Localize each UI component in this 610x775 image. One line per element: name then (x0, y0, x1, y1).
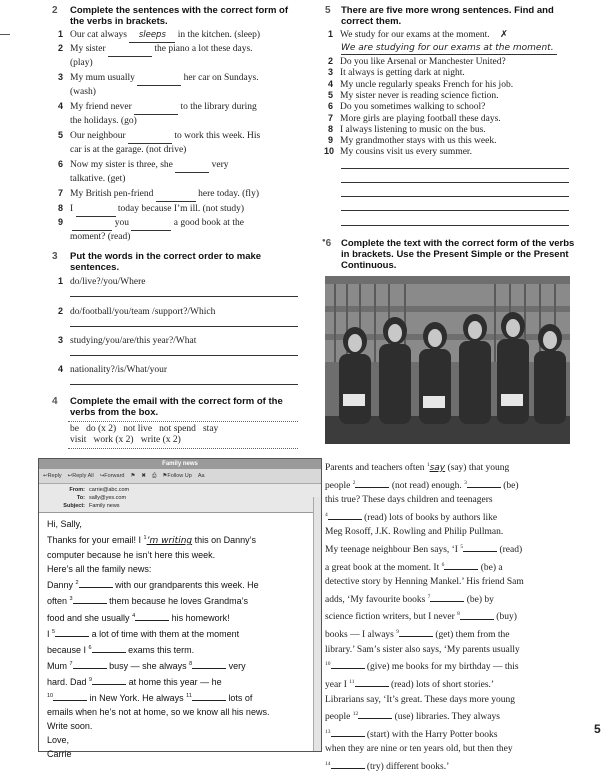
email-toolbar (39, 469, 321, 484)
email-gap-5[interactable] (55, 627, 89, 637)
ex4-title: Complete the email with the correct form of the verbs from the box. (70, 396, 283, 418)
ex2-answer-5[interactable] (128, 130, 172, 144)
ex5-item-8: 8 I always listening to music on the bus. (328, 123, 486, 135)
subject-value: Family news (89, 503, 120, 509)
email-gap-6[interactable] (92, 643, 126, 653)
ex6-gap-12[interactable] (358, 709, 392, 719)
email-window (38, 458, 322, 760)
ex2-answer-1[interactable]: sleeps (129, 29, 175, 43)
email-gap-9[interactable] (92, 675, 126, 685)
ex2-answer-4[interactable] (134, 101, 178, 115)
ex6-gap-11[interactable] (355, 677, 389, 687)
ex6-gap-6[interactable] (444, 560, 478, 570)
ex4-number: 4 (52, 396, 58, 407)
ex6-text: Parents and teachers often $^1$say (say) that young people $^2$ (not read) enough. $^3$ (be) this true? These days children and teenagers $^4$ (read) lots of books by authors like Meg Rosoff, J.K. Rowling and Philip Pullman. My teenage neighbour Ben says, ‘I $^5$ (read) a great book at the moment. It $^6$ (be) a detective story by Henning Mankel.’ His friend Sam adds, ‘My favourite books $^7$ (be) by science fiction writers, but I never $^8$ (buy) books — I always $^9$ (get) them from the library.’ Sam’s sister also says, ‘My parents usually $^{10}$ (give) me books for my birthday — this year I $^{11}$ (read) lots of short stories.’ Librarians say, ‘It’s great. These days more young people $^{12}$ (use) libraries. They always $^{13}$ (start) with the Harry Potter books when they are nine or ten years old, but then they $^{14}$ (try) different books.’ (325, 462, 524, 773)
ex3-item-2: 2 do/football/you/team /support?/Which (58, 306, 216, 317)
ex2-title: Complete the sentences with the correct form of the verbs in brackets. (70, 5, 289, 27)
ex5-item-2: 2 Do you like Arsenal or Manchester United? (328, 56, 506, 67)
email-answer-1[interactable]: ’m writing (146, 536, 193, 547)
ex2-item-6: 6 Now my sister is three, she very talkative. (get) (58, 159, 229, 184)
word-box-top (68, 421, 298, 422)
ex2-item-2: 2 My sister the piano a lot these days. (play) (58, 43, 253, 68)
email-gap-8[interactable] (192, 659, 226, 669)
ex6-gap-8[interactable] (460, 610, 494, 620)
ex5-answer-line-3[interactable] (341, 196, 569, 197)
ex3-answer-line-3[interactable] (70, 355, 298, 356)
ex2-answer-8[interactable] (76, 203, 116, 217)
email-body: Hi, Sally, Thanks for your email! I $^1$’m writing this on Danny’s computer because he isn’t here this week. Here’s all the family news: Danny $^2$ with our grandparents this week. He often $^3$ them because he loves Grandma’s food and she usually $^4$ his homework! I $^5$ a lot of time with them at the moment because I $^6$ exams this term. Mum $^7$ busy — she always $^8$ very hard. Dad $^9$ at home this year — he $^{10}$ in New York. He always $^{11}$ lots of emails when he’s not at home, so we know all his news. Write soon. Love, Carrie (47, 519, 270, 760)
ex2-answer-6[interactable] (175, 159, 209, 173)
ex5-answer-line-4[interactable] (341, 210, 569, 211)
ex2-answer-9a[interactable] (72, 217, 112, 231)
email-gap-4[interactable] (135, 611, 169, 621)
ex6-number: ●6 (322, 238, 332, 249)
forward-button[interactable]: ↪Forward (99, 473, 125, 479)
ex2-item-3: 3 My mum usually her car on Sundays. (wash) (58, 72, 259, 97)
email-scrollbar[interactable] (313, 497, 321, 751)
ex6-gap-13[interactable] (331, 727, 365, 737)
ex3-item-1: 1 do/live?/you/Where (58, 276, 146, 287)
ex5-answer-line-2[interactable] (341, 182, 569, 183)
ex2-answer-7[interactable] (156, 188, 196, 202)
ex6-gap-4[interactable] (328, 510, 362, 520)
ex2-number: 2 (52, 5, 58, 16)
ex3-answer-line-1[interactable] (70, 296, 298, 297)
email-gap-10[interactable] (53, 691, 87, 701)
ex3-answer-line-4[interactable] (70, 384, 298, 385)
ex3-number: 3 (52, 251, 58, 262)
ex6-answer-1[interactable]: say (429, 463, 446, 474)
ex6-gap-3[interactable] (467, 478, 501, 488)
ex2-item-9: 9 you a good book at the moment? (read) (58, 217, 244, 242)
ex5-answer-line-1[interactable] (341, 168, 569, 169)
ex6-gap-9[interactable] (399, 627, 433, 637)
email-gap-2[interactable] (79, 578, 113, 588)
ex5-answer-line-5[interactable] (341, 225, 569, 226)
page-number: 5 (594, 722, 601, 736)
email-window-title: Family news (39, 459, 321, 469)
ex2-item-8: 8 I today because I’m ill. (not study) (58, 202, 244, 217)
ex5-item-7: 7 More girls are playing football these days. (328, 112, 501, 124)
reply-all-button[interactable]: ↩Reply All (67, 473, 94, 479)
ex6-gap-10[interactable] (331, 659, 365, 669)
email-gap-3[interactable] (73, 594, 107, 604)
to-value: sally@yes.com (89, 495, 127, 501)
email-gap-7[interactable] (73, 659, 107, 669)
delete-icon[interactable]: ✖ (141, 473, 147, 479)
ex6-gap-14[interactable] (331, 759, 365, 769)
ex2-answer-2[interactable] (108, 43, 152, 57)
word-box-bottom (68, 448, 298, 449)
ex5-item-10: 10 My cousins visit us every summer. (324, 146, 472, 158)
word-box-line-2: visit work (x 2) write (x 2) (70, 435, 181, 445)
ex6-gap-5[interactable] (463, 542, 497, 552)
email-header: From: carrie@abc.com To: sally@yes.com Subject: Family news (39, 484, 321, 513)
reply-button[interactable]: ↩Reply (43, 473, 62, 479)
print-icon[interactable]: ⎙ (152, 472, 157, 479)
ex5-example-answer: We are studying for our exams at the moment. (341, 42, 557, 55)
ex3-title: Put the words in the correct order to make sentences. (70, 251, 262, 273)
students-photo (325, 276, 570, 444)
word-box-line-1: be do (x 2) not live not spend stay (70, 424, 219, 434)
ex2-item-5: 5 Our neighbour to work this week. His car is at the garage. (not drive) (58, 130, 261, 155)
ex2-answer-9b[interactable] (131, 217, 171, 231)
ex2-item-1: 1 Our cat always sleeps in the kitchen. (sleep) (58, 28, 260, 43)
font-button[interactable]: Aa (197, 473, 205, 479)
ex6-gap-7[interactable] (430, 592, 464, 602)
ex5-item-3: 3 It always is getting dark at night. (328, 67, 465, 79)
ex6-gap-2[interactable] (355, 478, 389, 488)
ex2-item-7: 7 My British pen-friend here today. (fly) (58, 187, 259, 202)
ex2-item-4: 4 My friend never to the library during the holidays. (go) (58, 101, 257, 126)
ex6-title: Complete the text with the correct form of the verbs in brackets. Use the Present Simple or the Present Continuous. (341, 238, 575, 271)
ex3-answer-line-2[interactable] (70, 326, 298, 327)
email-gap-11[interactable] (192, 691, 226, 701)
ex3-item-4: 4 nationality?/is/What/your (58, 364, 168, 375)
margin-mark (0, 34, 10, 35)
ex5-item-5: 5 My sister never is reading science fiction. (328, 89, 499, 101)
ex5-number: 5 (325, 5, 331, 16)
ex5-title: There are five more wrong sentences. Find and correct them. (341, 5, 554, 27)
ex3-item-3: 3 studying/you/are/this year?/What (58, 335, 197, 346)
cross-mark: ✗ (500, 29, 508, 40)
ex2-answer-3[interactable] (137, 72, 181, 86)
ex5-item-6: 6 Do you sometimes walking to school? (328, 101, 486, 113)
ex5-item-4: 4 My uncle regularly speaks French for his job. (328, 78, 514, 90)
ex5-item-9: 9 My grandmother stays with us this week. (328, 135, 497, 147)
follow-up-button[interactable]: ⚑Follow Up (162, 473, 192, 479)
from-value: carrie@abc.com (89, 487, 130, 493)
flag-icon[interactable]: ⚑ (130, 473, 136, 479)
ex5-item-1: 1 We study for our exams at the moment. ✗ (328, 29, 508, 40)
